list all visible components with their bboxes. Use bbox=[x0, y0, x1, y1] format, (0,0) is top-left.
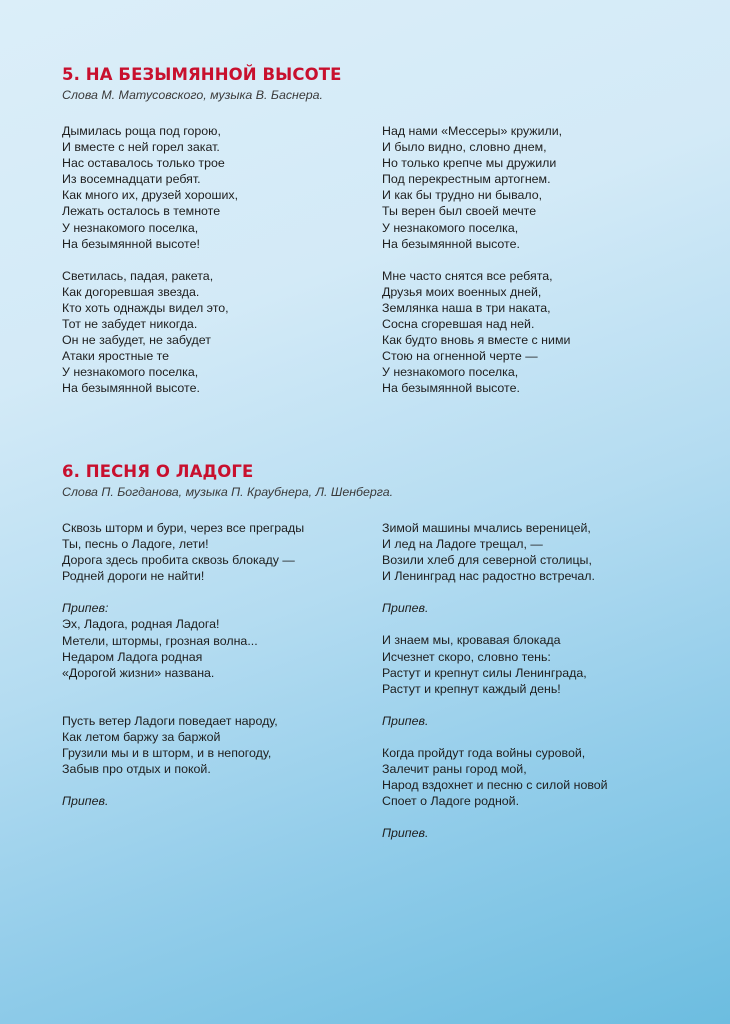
chorus-stanza bbox=[62, 600, 362, 680]
lyric-line: Стою на огненной черте — bbox=[382, 349, 538, 364]
lyric-line: Но только крепче мы дружили bbox=[382, 156, 557, 171]
lyric-line: Пусть ветер Ладоги поведает народу, bbox=[62, 713, 278, 728]
lyric-line: И как бы трудно ни бывало, bbox=[382, 188, 543, 203]
stanza bbox=[62, 123, 362, 252]
lyric-line: Растут и крепнут силы Ленинграда, bbox=[382, 665, 587, 680]
refrain-stanza bbox=[382, 600, 682, 616]
song-title: 6. ПЕСНЯ О ЛАДОГЕ bbox=[62, 462, 254, 481]
lyric-line: У незнакомого поселка, bbox=[62, 220, 199, 235]
lyric-line: Дорога здесь пробита сквозь блокаду — bbox=[62, 553, 295, 568]
lyric-line: Атаки яростные те bbox=[62, 349, 170, 364]
stanza bbox=[62, 268, 362, 397]
lyric-line: Дымилась роща под горою, bbox=[62, 124, 221, 138]
lyrics-column-right bbox=[382, 123, 682, 413]
song-na-bezymyannoy-vysote bbox=[62, 65, 682, 396]
stanza bbox=[382, 632, 682, 696]
refrain-stanza bbox=[382, 713, 682, 729]
lyric-line: Светилась, падая, ракета, bbox=[62, 268, 214, 283]
song-credits: Слова М. Матусовского, музыка В. Баснера. bbox=[62, 88, 323, 102]
stanza bbox=[382, 268, 682, 397]
lyric-line: У незнакомого поселка, bbox=[62, 365, 199, 380]
lyric-line: Под перекрестным артогнем. bbox=[382, 172, 551, 187]
lyric-line: Тот не забудет никогда. bbox=[62, 317, 198, 332]
lyric-line: Лежать осталось в темноте bbox=[62, 204, 221, 219]
lyric-line: Из восемнадцати ребят. bbox=[62, 172, 201, 187]
refrain-stanza bbox=[382, 825, 682, 841]
lyric-line: И было видно, словно днем, bbox=[382, 140, 547, 155]
lyric-line: Метели, штормы, грозная волна... bbox=[62, 633, 258, 648]
lyric-line: Как много их, друзей хороших, bbox=[62, 188, 239, 203]
lyric-line: Над нами «Мессеры» кружили, bbox=[382, 124, 563, 138]
lyric-line: «Дорогой жизни» названа. bbox=[62, 665, 215, 680]
refrain-marker: Припев. bbox=[62, 794, 109, 809]
lyric-line: Народ вздохнет и песню с силой новой bbox=[382, 778, 608, 793]
lyric-line: Залечит раны город мой, bbox=[382, 762, 527, 777]
lyric-line: Споет о Ладоге родной. bbox=[382, 794, 520, 809]
lyric-line: Зимой машины мчались вереницей, bbox=[382, 521, 591, 535]
refrain-stanza bbox=[62, 793, 362, 809]
lyric-line: Кто хоть однажды видел это, bbox=[62, 300, 229, 315]
lyric-line: И лед на Ладоге трещал, — bbox=[382, 537, 543, 552]
lyric-line: Забыв про отдых и покой. bbox=[62, 762, 211, 777]
lyric-line: Ты, песнь о Ладоге, лети! bbox=[62, 537, 209, 552]
lyric-line: Ты верен был своей мечте bbox=[382, 204, 537, 219]
lyric-line: Исчезнет скоро, словно тень: bbox=[382, 649, 551, 664]
lyric-line: У незнакомого поселка, bbox=[382, 365, 519, 380]
chorus-label: Припев: bbox=[62, 601, 109, 616]
stanza bbox=[382, 745, 682, 809]
lyric-line: На безымянной высоте! bbox=[62, 236, 200, 251]
lyric-line: Нас оставалось только трое bbox=[62, 156, 225, 171]
lyric-line: Сквозь шторм и бури, через все преграды bbox=[62, 521, 305, 535]
lyric-line: Друзья моих военных дней, bbox=[382, 284, 542, 299]
refrain-marker: Припев. bbox=[382, 713, 429, 728]
song-title: 5. НА БЕЗЫМЯННОЙ ВЫСОТЕ bbox=[62, 65, 342, 84]
lyrics-column-right bbox=[382, 520, 682, 857]
lyric-line: Эх, Ладога, родная Ладога! bbox=[62, 617, 220, 632]
lyric-line: И Ленинград нас радостно встречал. bbox=[382, 569, 595, 584]
lyric-line: Сосна сгоревшая над ней. bbox=[382, 317, 535, 332]
lyric-line: Грузили мы и в шторм, и в непогоду, bbox=[62, 746, 272, 761]
lyric-line: Как будто вновь я вместе с ними bbox=[382, 333, 571, 348]
lyric-line: Он не забудет, не забудет bbox=[62, 333, 211, 348]
lyric-line: У незнакомого поселка, bbox=[382, 220, 519, 235]
lyric-line: На безымянной высоте. bbox=[382, 236, 520, 251]
lyric-line: Возили хлеб для северной столицы, bbox=[382, 553, 592, 568]
lyric-line: Когда пройдут года войны суровой, bbox=[382, 745, 586, 760]
lyrics-column-left bbox=[62, 520, 362, 825]
refrain-marker: Припев. bbox=[382, 826, 429, 841]
lyric-line: Землянка наша в три наката, bbox=[382, 300, 551, 315]
refrain-marker: Припев. bbox=[382, 601, 429, 616]
lyric-line: Растут и крепнут каждый день! bbox=[382, 681, 561, 696]
stanza bbox=[62, 520, 362, 584]
lyric-line: И знаем мы, кровавая блокада bbox=[382, 633, 561, 648]
stanza bbox=[62, 713, 362, 777]
lyric-line: И вместе с ней горел закат. bbox=[62, 140, 220, 155]
stanza bbox=[382, 520, 682, 584]
lyric-line: Родней дороги не найти! bbox=[62, 569, 205, 584]
lyric-line: Мне часто снятся все ребята, bbox=[382, 268, 553, 283]
song-credits: Слова П. Богданова, музыка П. Краубнера, Л. Шенберга. bbox=[62, 485, 394, 499]
lyrics-column-left bbox=[62, 123, 362, 413]
lyric-line: На безымянной высоте. bbox=[62, 381, 200, 396]
song-pesnya-o-ladoge bbox=[62, 462, 682, 841]
lyric-line: Как догоревшая звезда. bbox=[62, 284, 200, 299]
lyric-line: На безымянной высоте. bbox=[382, 381, 520, 396]
lyric-line: Недаром Ладога родная bbox=[62, 649, 203, 664]
lyric-line: Как летом баржу за баржой bbox=[62, 729, 221, 744]
stanza bbox=[382, 123, 682, 252]
